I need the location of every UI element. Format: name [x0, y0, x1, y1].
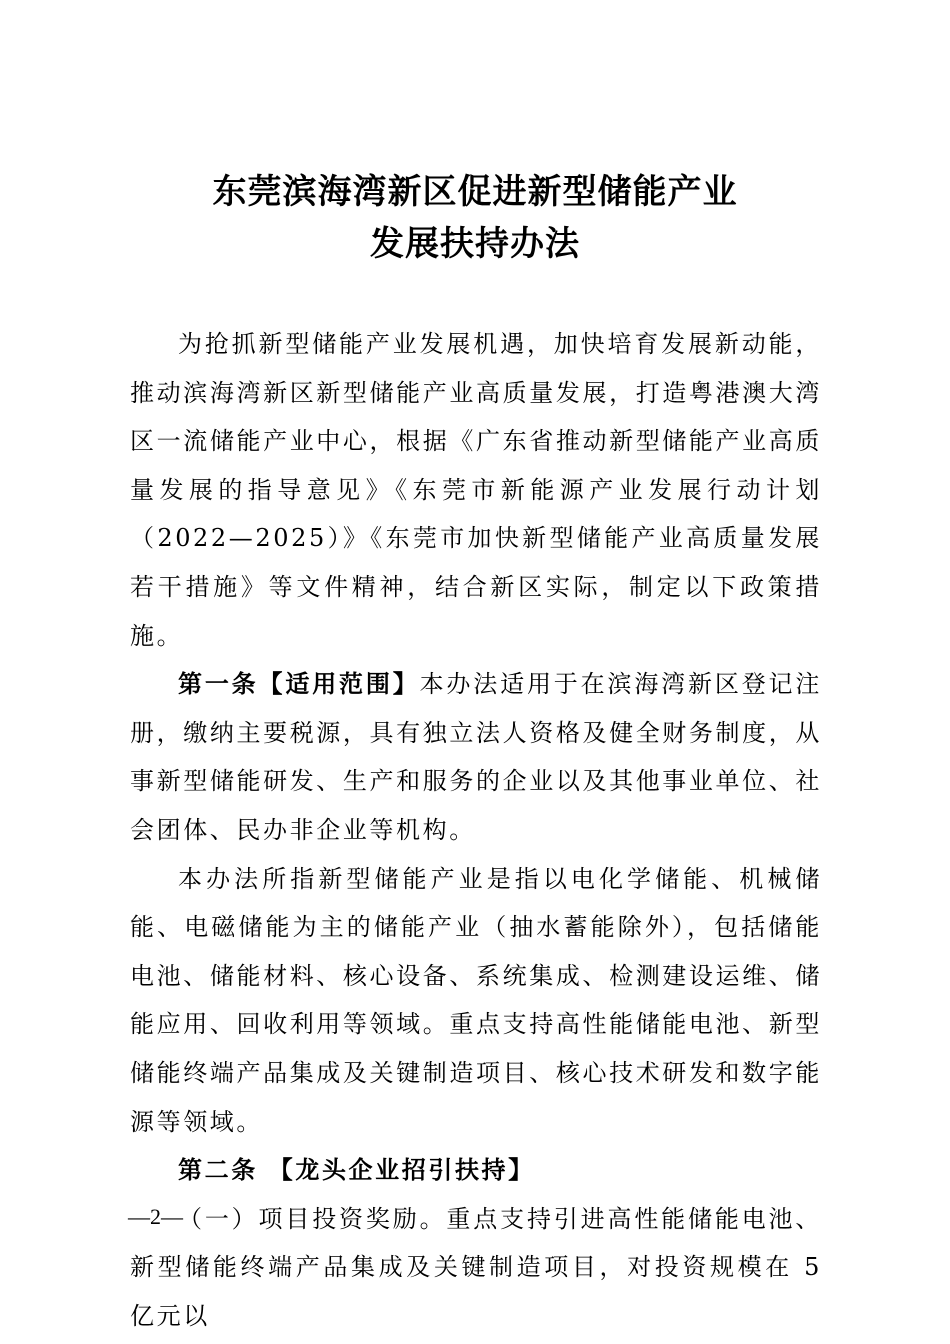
article-2-item-1: （一）项目投资奖励。重点支持引进高性能储能电池、新型储能终端产品集成及关键制造项目，对投资规模在 5 亿元以 — [130, 1204, 822, 1330]
article-1-text: 本办法适用于在滨海湾新区登记注册，缴纳主要税源，具有独立法人资格及健全财务制度，从事新型储能研发、生产和服务的企业以及其他事业单位、社会团体、民办非企业等机构。 — [130, 670, 822, 844]
article-2-paragraph — [130, 1146, 822, 1195]
article-2-heading: 第二条 【龙头企业招引扶持】 — [178, 1156, 535, 1185]
document-title-line-1: 东莞滨海湾新区促进新型储能产业 — [212, 172, 738, 212]
document-title-line-2: 发展扶持办法 — [370, 224, 580, 264]
article-1-heading: 第一条【适用范围】 — [178, 670, 420, 699]
page-number: —2— — [128, 1204, 183, 1229]
article-1-scope-paragraph: 本办法所指新型储能产业是指以电化学储能、机械储能、电磁储能为主的储能产业（抽水蓄能除外），包括储能电池、储能材料、核心设备、系统集成、检测建设运维、储能应用、回收利用等领域。重点支持高性能储能电池、新型储能终端产品集成及关键制造项目、核心技术研发和数字能源等领域。 — [130, 864, 822, 1136]
article-1-paragraph — [130, 660, 822, 854]
document-body — [130, 320, 822, 1340]
intro-paragraph: 为抢抓新型储能产业发展机遇，加快培育发展新动能，推动滨海湾新区新型储能产业高质量发展，打造粤港澳大湾区一流储能产业中心，根据《广东省推动新型储能产业高质量发展的指导意见》《东莞市新能源产业发展行动计划（2022—2025）》《东莞市加快新型储能产业高质量发展若干措施》等文件精神，结合新区实际，制定以下政策措施。 — [130, 330, 822, 650]
